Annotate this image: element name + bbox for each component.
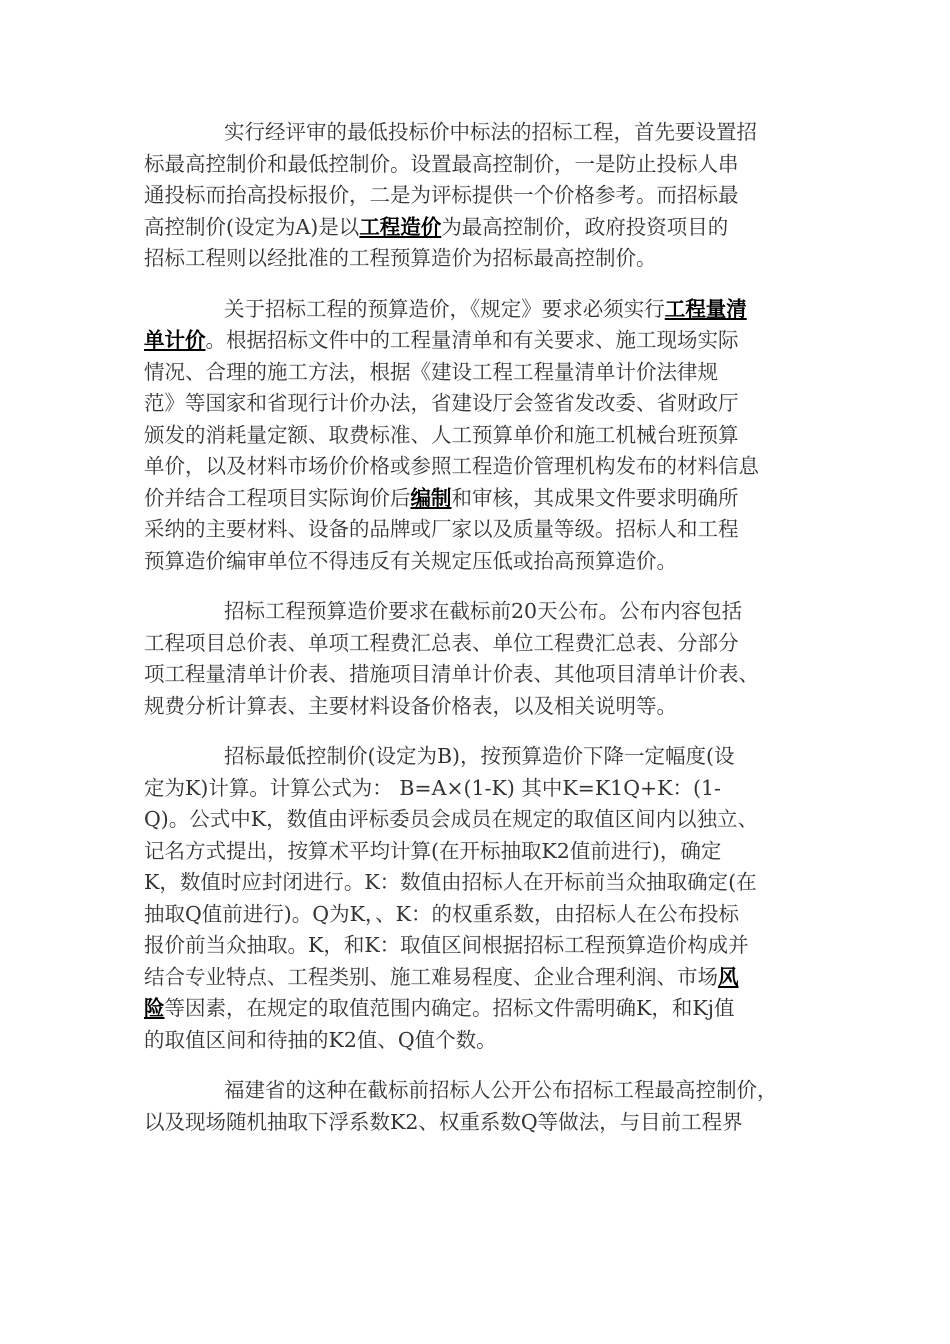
text-line [144, 149, 810, 181]
text-line [144, 836, 810, 868]
text-run: 为最高控制价，政府投资项目的 [441, 214, 729, 239]
text-run: 以及现场随机抽取下浮系数K2、权重系数Q等做法，与目前工程界 [144, 1109, 743, 1134]
text-run: 等因素，在规定的取值范围内确定。招标文件需明确K，和Kj值 [164, 996, 735, 1020]
text-run: 结合专业特点、工程类别、施工难易程度、企业合理利润、市场 [144, 964, 718, 989]
text-run: 高控制价(设定为A)是以 [144, 214, 360, 239]
text-run: 采纳的主要材料、设备的品牌或厂家以及质量等级。招标人和工程 [144, 517, 739, 541]
text-line [144, 773, 810, 805]
text-run: 招标工程则以经批准的工程预算造价为招标最高控制价。 [144, 246, 657, 270]
text-run: 记名方式提出，按算术平均计算(在开标抽取K2值前进行)，确定 [144, 838, 722, 863]
text-run: 情况、合理的施工方法，根据《建设工程工程量清单计价法律规 [144, 359, 718, 384]
keyword-link[interactable]: 险 [144, 996, 165, 1020]
text-run: 规费分析计算表、主要材料设备价格表，以及相关说明等。 [144, 693, 677, 718]
text-run: 工程项目总价表、单项工程费汇总表、单位工程费汇总表、分部分 [144, 630, 739, 655]
text-run: K，数值时应封闭进行。K：数值由招标人在开标前当众抽取确定(在 [144, 870, 757, 894]
text-run: 范》等国家和省现行计价办法，省建设厅会签省发改委、省财政厅 [144, 391, 739, 415]
text-run: 福建省的这种在截标前招标人公开公布招标工程最高控制价， [224, 1078, 778, 1102]
text-line [144, 1025, 810, 1057]
text-line [144, 741, 810, 773]
text-line [144, 243, 810, 275]
document-page [144, 117, 810, 1157]
text-line [144, 325, 810, 357]
text-run: 价并结合工程项目实际询价后 [144, 485, 411, 510]
text-run: 项工程量清单计价表、措施项目清单计价表、其他项目清单计价表、 [144, 662, 759, 686]
keyword-link[interactable]: 工程造价 [359, 214, 442, 239]
text-line [144, 420, 810, 452]
text-run: 的取值区间和待抽的K2值、Q值个数。 [144, 1027, 497, 1052]
text-run: 通投标而抬高投标报价，二是为评标提供一个价格参考。而招标最 [144, 183, 739, 207]
text-line [144, 483, 810, 515]
paragraph [144, 596, 810, 722]
text-run: 标最高控制价和最低控制价。设置最高控制价，一是防止投标人串 [144, 151, 739, 176]
text-run: Q)。公式中K，数值由评标委员会成员在规定的取值区间内以独立、 [144, 807, 759, 831]
text-line [144, 628, 810, 660]
text-line [144, 993, 810, 1025]
text-run: 。根据招标文件中的工程量清单和有关要求、施工现场实际 [205, 328, 739, 352]
text-line [144, 804, 810, 836]
text-line [144, 691, 810, 723]
text-line [144, 546, 810, 578]
text-line [144, 212, 810, 244]
keyword-link[interactable]: 单计价 [144, 328, 206, 352]
paragraph [144, 741, 810, 1056]
paragraph [144, 294, 810, 578]
text-line [144, 899, 810, 931]
text-line [144, 357, 810, 389]
text-run: 报价前当众抽取。K，和K：取值区间根据招标工程预算造价构成并 [144, 933, 749, 957]
text-run: 预算造价编审单位不得违反有关规定压低或抬高预算造价。 [144, 548, 677, 573]
text-line [144, 596, 810, 628]
text-line [144, 451, 810, 483]
text-line [144, 1075, 810, 1107]
text-line [144, 962, 810, 994]
text-run: 定为K)计算。计算公式为： B=A×(1-K) 其中K=K1Q+K：(1- [144, 775, 721, 800]
paragraph [144, 1075, 810, 1138]
text-line [144, 930, 810, 962]
text-line [144, 388, 810, 420]
text-line [144, 117, 810, 149]
text-line [144, 659, 810, 691]
text-line [144, 180, 810, 212]
text-line [144, 867, 810, 899]
text-run: 和审核，其成果文件要求明确所 [451, 485, 739, 510]
text-run: 抽取Q值前进行)。Q为K，、K：的权重系数，由招标人在公布投标 [144, 901, 739, 926]
text-run: 实行经评审的最低投标价中标法的招标工程，首先要设置招 [224, 120, 757, 144]
text-run: 招标工程预算造价要求在截标前20天公布。公布内容包括 [224, 599, 743, 623]
text-run: 颁发的消耗量定额、取费标准、人工预算单价和施工机械台班预算 [144, 422, 739, 447]
text-run: 招标最低控制价(设定为B)，按预算造价下降一定幅度(设 [224, 744, 735, 768]
text-line [144, 514, 810, 546]
paragraph [144, 117, 810, 275]
keyword-link[interactable]: 编制 [410, 485, 452, 510]
text-run: 单价，以及材料市场价价格或参照工程造价管理机构发布的材料信息 [144, 454, 759, 478]
text-line [144, 1107, 810, 1139]
text-line [144, 294, 810, 326]
keyword-link[interactable]: 风 [718, 964, 739, 989]
keyword-link[interactable]: 工程量清 [664, 296, 747, 321]
text-run: 关于招标工程的预算造价，《规定》要求必须实行 [224, 296, 665, 321]
